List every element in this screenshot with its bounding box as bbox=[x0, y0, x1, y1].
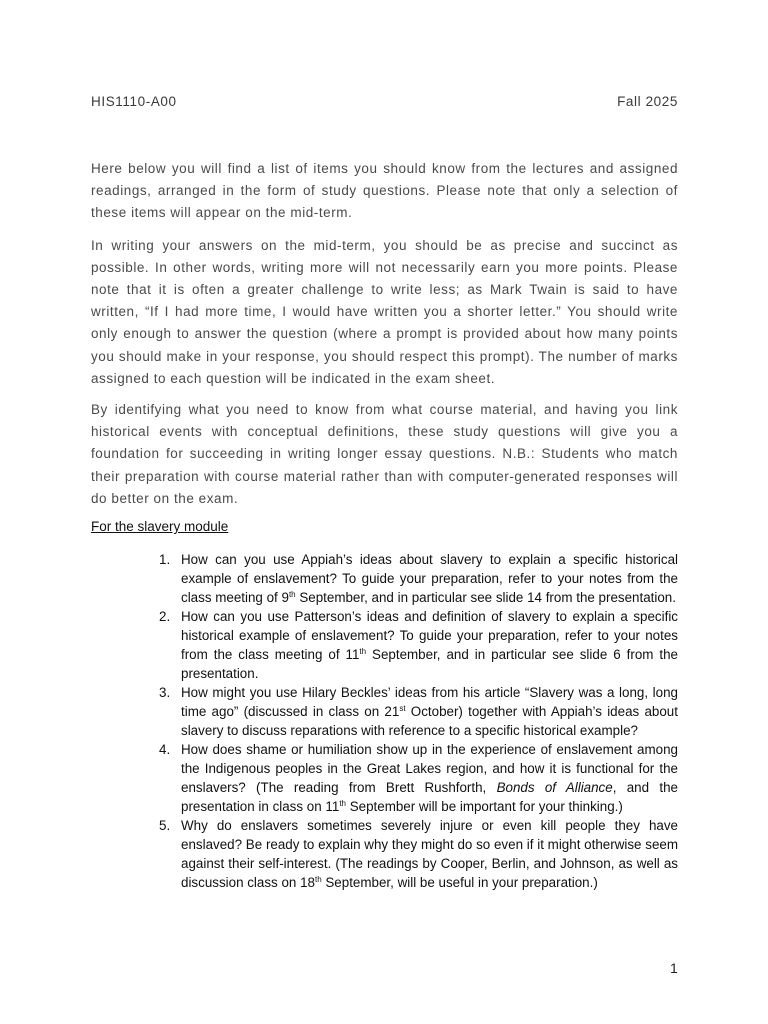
study-question bbox=[151, 740, 678, 816]
question-number: 4. bbox=[159, 742, 171, 757]
document-header bbox=[91, 94, 678, 109]
question-text: How can you use Appiah’s ideas about slavery to explain a specific historical example of enslavement? To guide your preparation, refer to your notes from the class meeting of 9 bbox=[181, 552, 678, 605]
intro-paragraph: Here below you will find a list of items you should know from the lectures and assigned readings, arranged in the form of study questions. Please note that only a selection of these items will appear on the mid-term. bbox=[91, 161, 678, 221]
question-text: , and the presentation in class on 11 bbox=[181, 780, 678, 814]
book-title: Bonds of Alliance bbox=[496, 780, 613, 795]
question-number: 5. bbox=[159, 818, 171, 833]
study-question bbox=[151, 816, 678, 892]
question-text: September will be important for your thinking.) bbox=[345, 799, 623, 814]
intro-paragraph: By identifying what you need to know from what course material, and having you link historical events with conceptual definitions, these study questions will give you a foundation for succeeding in writing longer essay questions. N.B.: Students who match their preparation with course material rather than with computer-generated responses will do better on the exam. bbox=[91, 402, 678, 506]
ordinal-suffix: th bbox=[314, 875, 322, 884]
question-text: September, and in particular see slide 6 from the presentation. bbox=[181, 647, 678, 681]
question-text: September, will be useful in your preparation.) bbox=[321, 875, 598, 890]
question-text: How might you use Hilary Beckles’ ideas from his article “Slavery was a long, long time ago” (discussed in class on 21 bbox=[181, 685, 678, 719]
study-question bbox=[151, 607, 678, 683]
ordinal-suffix: th bbox=[288, 590, 296, 599]
page-number: 1 bbox=[670, 960, 678, 976]
question-text: How can you use Patterson’s ideas and definition of slavery to explain a specific historical example of enslavement? To guide your preparation, refer to your notes from the class meeting of 11 bbox=[181, 609, 678, 662]
question-number: 1. bbox=[159, 552, 171, 567]
term-label: Fall 2025 bbox=[617, 94, 678, 109]
study-question bbox=[151, 683, 678, 740]
ordinal-suffix: st bbox=[399, 704, 406, 713]
question-number: 2. bbox=[159, 609, 171, 624]
question-text: October) together with Appiah’s ideas about slavery to discuss reparations with reference to a specific historical example? bbox=[181, 704, 678, 738]
question-text: How does shame or humiliation show up in the experience of enslavement among the Indigenous peoples in the Great Lakes region, and how it is functional for the enslavers? (The reading from Brett Rushforth, bbox=[181, 742, 678, 795]
course-code: HIS1110-A00 bbox=[91, 94, 177, 109]
question-text: Why do enslavers sometimes severely injure or even kill people they have enslaved? Be ready to explain why they might do so even if it might otherwise seem against their self-interest. (The readings by Cooper, Berlin, and Johnson, as well as discussion class on 18 bbox=[181, 818, 678, 890]
question-number: 3. bbox=[159, 685, 171, 700]
intro-paragraph: In writing your answers on the mid-term, you should be as precise and succinct as possible. In other words, writing more will not necessarily earn you more points. Please note that it is often a greater challenge to write less; as Mark Twain is said to have written, “If I had more time, I would have written you a shorter letter.” You should write only enough to answer the question (where a prompt is provided about how many points you should make in your response, you should respect this prompt). The number of marks assigned to each question will be indicated in the exam sheet. bbox=[91, 237, 678, 386]
ordinal-suffix: th bbox=[359, 647, 367, 656]
study-question bbox=[151, 550, 678, 607]
intro-section bbox=[91, 158, 678, 520]
study-questions-list bbox=[151, 550, 678, 892]
module-heading: For the slavery module bbox=[91, 519, 229, 534]
ordinal-suffix: th bbox=[339, 799, 346, 808]
question-text: September, and in particular see slide 14 from the presentation. bbox=[295, 590, 676, 605]
